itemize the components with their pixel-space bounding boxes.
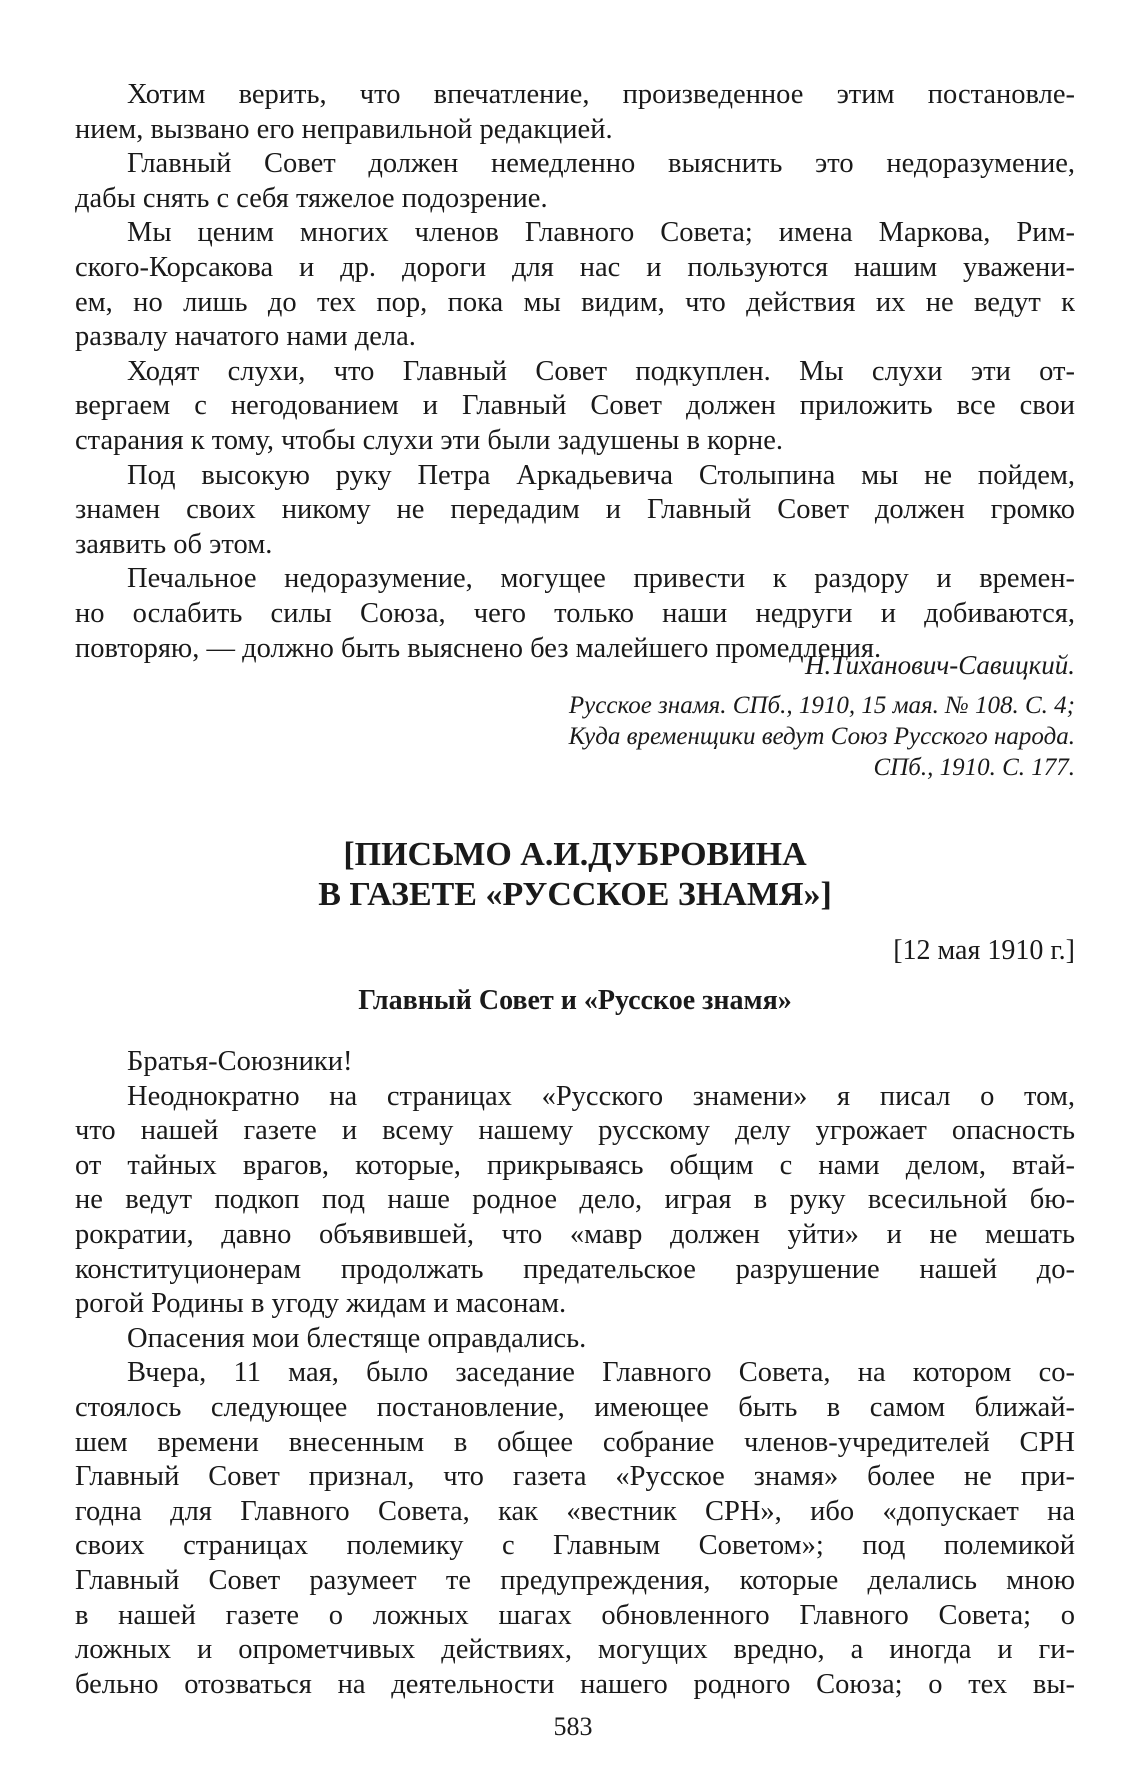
text-line: знамен своих никому не передадим и Главный Совет должен громко [75, 494, 1075, 526]
text-line: ложных и опрометчивых действиях, могущих вредно, а иногда и ги- [75, 1634, 1075, 1666]
text-line: от тайных врагов, которые, прикрываясь общим с нами делом, втай- [75, 1149, 1075, 1181]
text-line: Главный Совет должен немедленно выяснить это недоразумение, [127, 148, 1075, 180]
text-line: ского-Корсакова и др. дороги для нас и пользуются нашим уважени- [75, 251, 1075, 283]
paragraph [75, 78, 1075, 147]
signature: Н.Тиханович-Савицкий. [804, 650, 1075, 680]
paragraph [75, 459, 1075, 563]
bottom-text-block [75, 1045, 1075, 1702]
text-line: что нашей газете и всему нашему русскому делу угрожает опасность [75, 1115, 1075, 1147]
text-line: не ведут подкоп под наше родное дело, играя в руку всесильной бю- [75, 1184, 1075, 1216]
source-citation [75, 690, 1075, 783]
title-line: [ПИСЬМО А.И.ДУБРОВИНА [343, 836, 807, 873]
top-text-block [75, 78, 1075, 666]
text-line: Ходят слухи, что Главный Совет подкуплен. Мы слухи эти от- [127, 355, 1075, 387]
text-line: Неоднократно на страницах «Русского знамени» я писал о том, [127, 1080, 1075, 1112]
text-line: старания к тому, чтобы слухи эти были задушены в корне. [75, 424, 783, 456]
letter-subtitle: Главный Совет и «Русское знамя» [358, 985, 792, 1016]
text-line: ем, но лишь до тех пор, пока мы видим, что действия их не ведут к [75, 286, 1075, 318]
text-line: стоялось следующее постановление, имеющее быть в самом ближай- [75, 1391, 1075, 1423]
document-title [75, 835, 1075, 915]
paragraph [75, 147, 1075, 216]
text-line: нием, вызвано его неправильной редакцией. [75, 113, 613, 145]
letter-date: [12 мая 1910 г.] [893, 935, 1075, 966]
source-line: СПб., 1910. С. 177. [873, 754, 1075, 781]
paragraph [75, 355, 1075, 459]
text-line: Братья-Союзники! [127, 1046, 353, 1077]
paragraph [75, 1080, 1075, 1322]
paragraph [75, 1322, 1075, 1357]
text-line: вергаем с негодованием и Главный Совет должен приложить все свои [75, 390, 1075, 422]
source-line: Куда временщики ведут Союз Русского народа. [568, 723, 1075, 750]
text-line: Мы ценим многих членов Главного Совета; имена Маркова, Рим- [127, 217, 1075, 249]
page-number: 583 [553, 1712, 593, 1741]
text-line: рогой Родины в угоду жидам и масонам. [75, 1288, 567, 1320]
text-line: бельно отозваться на деятельности нашего родного Союза; о тех вы- [75, 1668, 1075, 1700]
title-line: В ГАЗЕТЕ «РУССКОЕ ЗНАМЯ»] [318, 876, 832, 913]
paragraph [75, 216, 1075, 354]
text-line: но ослабить силы Союза, чего только наши недруги и добиваются, [75, 597, 1075, 629]
text-line: Вчера, 11 мая, было заседание Главного Совета, на котором со- [127, 1357, 1075, 1389]
text-line: Опасения мои блестяще оправдались. [127, 1322, 587, 1354]
text-line: повторяю, — должно быть выяснено без малейшего промедления. [75, 632, 882, 664]
text-line: дабы снять с себя тяжелое подозрение. [75, 182, 548, 214]
paragraph [75, 1045, 1075, 1080]
text-line: развалу начатого нами дела. [75, 321, 416, 353]
text-line: своих страницах полемику с Главным Советом»; под полемикой [75, 1530, 1075, 1562]
text-line: шем времени внесенным в общее собрание членов-учредителей СРН [75, 1426, 1075, 1458]
text-line: Главный Совет разумеет те предупреждения, которые делались мною [75, 1564, 1075, 1596]
source-line: Русское знамя. СПб., 1910, 15 мая. № 108. С. 4; [568, 692, 1075, 719]
paragraph [75, 1356, 1075, 1702]
text-line: рократии, давно объявившей, что «мавр должен уйти» и не мешать [75, 1218, 1075, 1250]
subtitle-block [75, 985, 1075, 1017]
text-line: конституционерам продолжать предательское разрушение нашей до- [75, 1253, 1075, 1285]
text-line: Под высокую руку Петра Аркадьевича Столыпина мы не пойдем, [127, 459, 1075, 491]
text-line: годна для Главного Совета, как «вестник СРН», ибо «допускает на [75, 1495, 1075, 1527]
text-line: Хотим верить, что впечатление, произведенное этим постановле- [127, 79, 1075, 110]
text-line: Печальное недоразумение, могущее привести к раздору и времен- [127, 563, 1075, 595]
text-line: Главный Совет признал, что газета «Русское знамя» более не при- [75, 1461, 1075, 1493]
text-line: в нашей газете о ложных шагах обновленного Главного Совета; о [75, 1599, 1075, 1631]
date-block [75, 935, 1075, 967]
text-line: заявить об этом. [75, 528, 273, 560]
signature-block [75, 650, 1075, 681]
